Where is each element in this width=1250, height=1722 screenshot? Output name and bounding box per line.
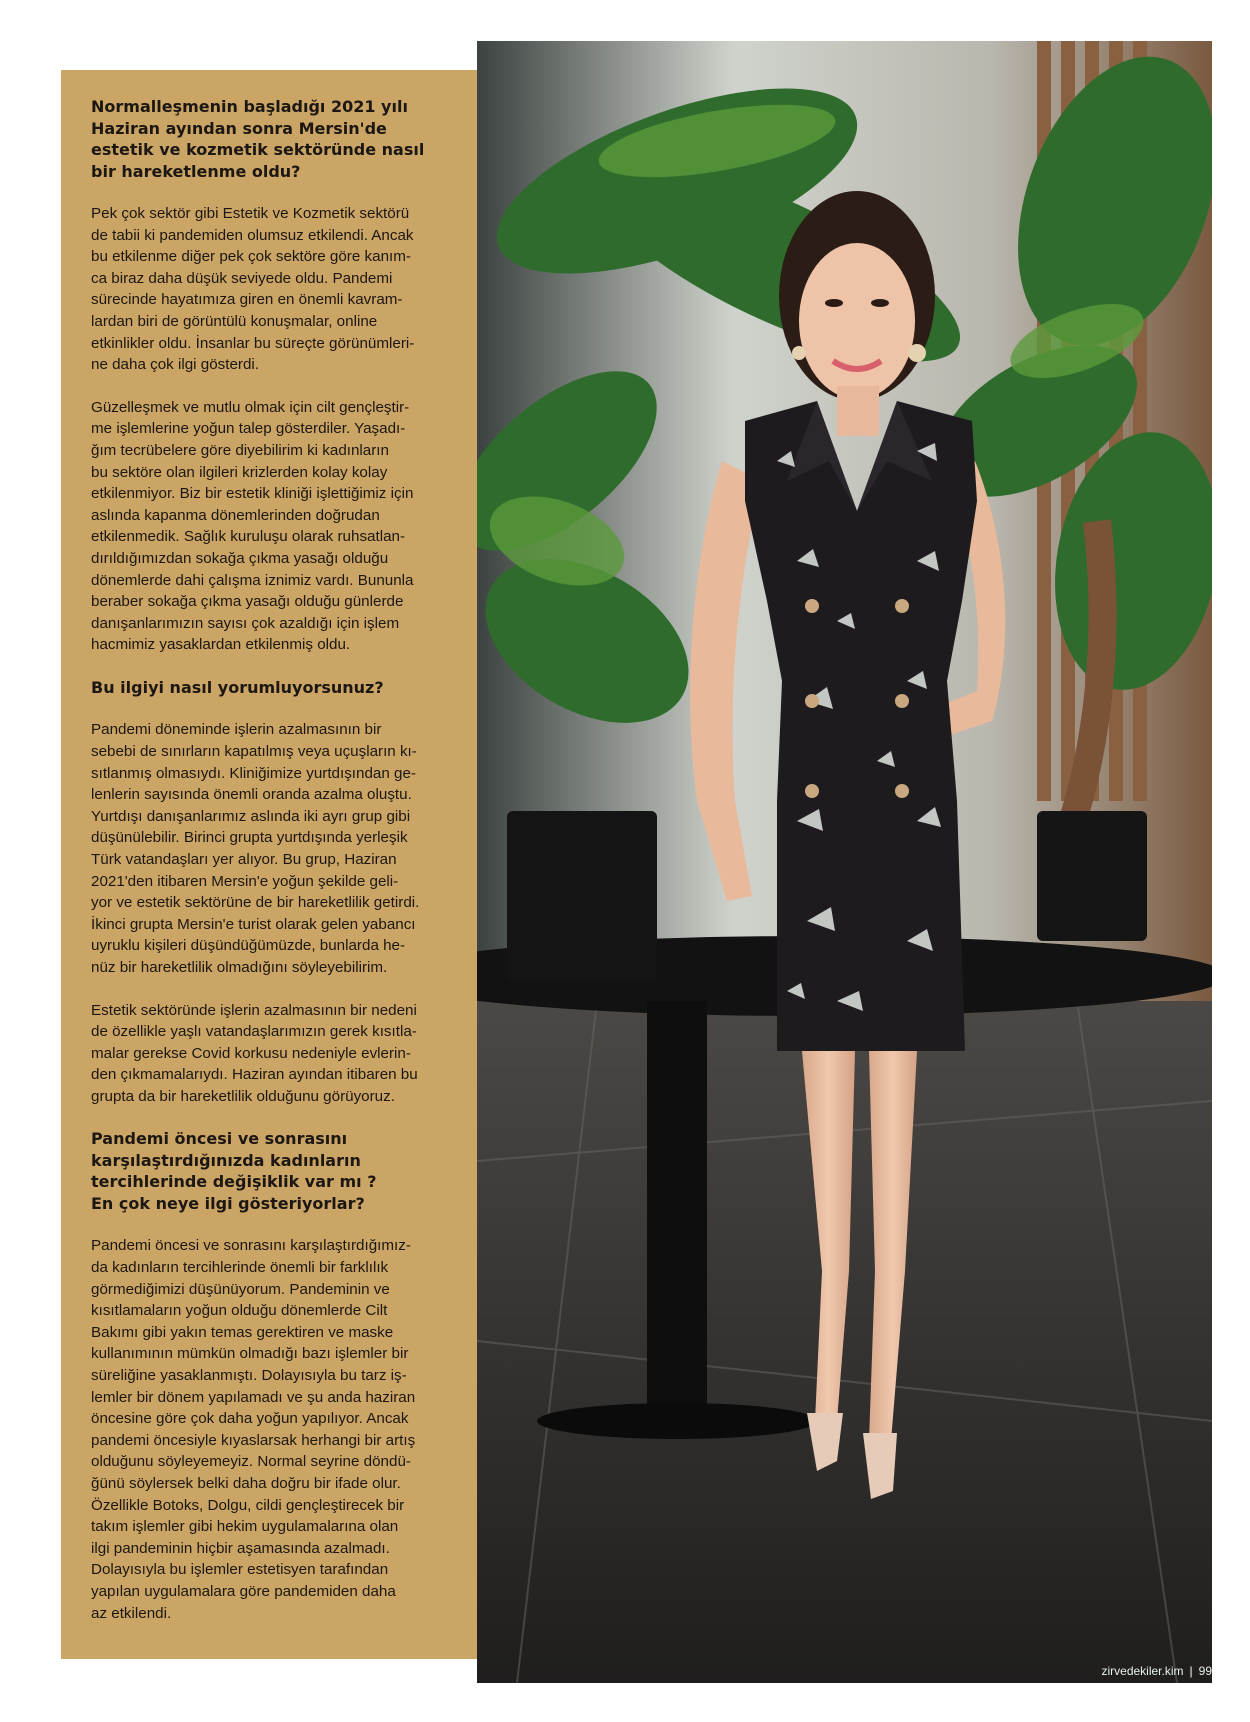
text-line: takım işlemler gibi hekim uygulamalarına olan [91, 1518, 399, 1536]
text-line: süreliğine yasaklanmıştı. Dolayısıyla bu tarz iş- [91, 1367, 407, 1385]
text-line: bu sektöre olan ilgileri krizlerden kolay kolay [91, 463, 388, 481]
text-line: Pandemi öncesi ve sonrasını karşılaştırdığımız- [91, 1237, 411, 1255]
text-line: de tabii ki pandemiden olumsuz etkilendi. Ancak [91, 226, 414, 244]
text-line: öncesine göre çok daha yoğun yapılıyor. Ancak [91, 1410, 409, 1428]
text-line: dırıldığımızdan sokağa çıkma yasağı olduğu [91, 549, 389, 567]
question-heading [91, 677, 459, 699]
answer-paragraph [91, 719, 459, 978]
portrait-photo [477, 41, 1212, 1683]
text-line: danışanlarımızın sayısı çok azaldığı için işlem [91, 614, 400, 632]
answer-paragraph [91, 1000, 459, 1108]
text-line: Türk vatandaşları yer alıyor. Bu grup, Haziran [91, 850, 397, 868]
text-line: uyruklu kişileri düşündüğümüzde, bunlarda he- [91, 937, 406, 955]
text-line: kısıtlamaların yoğun olduğu dönemlerde Cilt [91, 1302, 388, 1320]
text-line: Normalleşmenin başladığı 2021 yılı [91, 97, 408, 116]
text-line: ne daha çok ilgi gösterdi. [91, 356, 260, 374]
text-line: yapılan uygulamalara göre pandemiden daha [91, 1582, 396, 1600]
text-line: Haziran ayından sonra Mersin'de [91, 118, 387, 138]
text-line: Pandemi öncesi ve sonrasını [91, 1129, 348, 1149]
text-line: bu etkilenme diğer pek çok sektöre göre kanım- [91, 248, 411, 266]
article-text-column [61, 70, 477, 1659]
text-line: beraber sokağa çıkma yasağı olduğu günlerde [91, 593, 404, 611]
text-line: da kadınların tercihlerinde önemli bir farklılık [91, 1259, 389, 1277]
text-line: Yurtdışı danışanlarımız aslında iki ayrı grup gibi [91, 807, 411, 825]
text-line: den çıkmamalarıydı. Haziran ayından itibaren bu [91, 1066, 418, 1084]
footer-site-name: zirvedekiler.kim [1101, 1664, 1184, 1678]
answer-paragraph [91, 203, 459, 376]
text-line: Özellikle Botoks, Dolgu, cildi gençleştirecek bir [91, 1496, 405, 1514]
answer-paragraph [91, 1235, 459, 1624]
text-line: olduğunu söyleyemeyiz. Normal seyrine döndü- [91, 1453, 411, 1471]
text-line: hacmimiz yasaklardan etkilenmiş oldu. [91, 636, 351, 654]
text-line: 2021'den itibaren Mersin'e yoğun şekilde geli- [91, 872, 399, 890]
text-line: malar gerekse Covid korkusu nedeniyle evlerin- [91, 1044, 411, 1062]
text-line: ca biraz daha düşük seviyede oldu. Pandemi [91, 269, 393, 287]
text-line: etkilenmiyor. Biz bir estetik kliniği işlettiğimiz için [91, 485, 414, 503]
text-line: sürecinde hayatımıza giren en önemli kavram- [91, 291, 403, 309]
text-line: ğım tecrübelere göre diyebilirim ki kadınların [91, 441, 389, 459]
text-line: estetik ve kozmetik sektöründe nasıl [91, 140, 425, 159]
text-line: az etkilendi. [91, 1604, 172, 1622]
text-line: lenlerin sayısında önemli oranda azalma oluştu. [91, 786, 412, 804]
page-footer [1101, 1664, 1212, 1678]
text-line: lardan biri de görüntülü konuşmalar, online [91, 312, 378, 330]
page-number: 99 [1198, 1664, 1212, 1678]
text-line: tercihlerinde değişiklik var mı ? [91, 1172, 377, 1192]
text-line: Estetik sektöründe işlerin azalmasının bir nedeni [91, 1001, 417, 1019]
text-line: sebebi de sınırların kapatılmış veya uçuşların kı- [91, 742, 417, 760]
question-heading [91, 1128, 459, 1214]
text-line: karşılaştırdığınızda kadınların [91, 1150, 361, 1170]
text-line: Güzelleşmek ve mutlu olmak için cilt gençleştir- [91, 398, 410, 416]
text-line: me işlemlerine yoğun talep gösterdiler. Yaşadı- [91, 420, 406, 438]
text-line: Dolayısıyla bu işlemler estetisyen tarafından [91, 1561, 389, 1579]
text-line: bir hareketlenme oldu? [91, 161, 301, 181]
answer-paragraph [91, 397, 459, 656]
text-line: aslında kapanma dönemlerinden doğrudan [91, 506, 380, 524]
text-line: dönemlerde dahi çalışma iznimiz vardı. Bununla [91, 571, 414, 589]
question-heading [91, 96, 459, 182]
text-line: pandemi öncesiyle kıyaslarsak herhangi bir artış [91, 1431, 416, 1449]
text-line: görmediğimizi düşünüyorum. Pandeminin ve [91, 1280, 390, 1298]
footer-separator: | [1189, 1664, 1193, 1678]
text-line: Pandemi döneminde işlerin azalmasının bir [91, 721, 382, 739]
text-line: etkilenmedik. Sağlık kuruluşu olarak ruhsatlan- [91, 528, 406, 546]
text-line: ğünü söylersek belki daha doğru bir ifade olur. [91, 1475, 401, 1492]
text-line: yor ve estetik sektörüne de bir hareketlilik getirdi. [91, 894, 420, 912]
text-line: grupta da bir hareketlilik olduğunu görüyoruz. [91, 1087, 395, 1105]
text-line: lemler bir dönem yapılamadı ve şu anda haziran [91, 1388, 416, 1406]
text-line: etkinlikler oldu. İnsanlar bu süreçte görünümleri- [91, 334, 415, 352]
text-line: ilgi pandeminin hiçbir aşamasında azalmadı. [91, 1539, 390, 1557]
text-line: En çok neye ilgi gösteriyorlar? [91, 1193, 365, 1213]
text-line: düşünülebilir. Birinci grupta yurtdışında yerleşik [91, 829, 408, 847]
text-line: Bakımı gibi yakın temas gerektiren ve maske [91, 1323, 394, 1341]
text-line: Pek çok sektör gibi Estetik ve Kozmetik sektörü [91, 205, 410, 222]
woman-portrait-illustration [477, 41, 1212, 1683]
text-line: de özellikle yaşlı vatandaşlarımızın gerek kısıtla- [91, 1023, 417, 1041]
text-line: Bu ilgiyi nasıl yorumluyorsunuz? [91, 677, 384, 697]
text-line: kullanımının mümkün olmadığı bazı işlemler bir [91, 1345, 409, 1363]
text-line: İkinci grupta Mersin'e turist olarak gelen yabancı [91, 915, 416, 933]
text-line: nüz bir hareketlilik olmadığını söyleyebilirim. [91, 958, 388, 976]
text-line: sıtlanmış olmasıydı. Kliniğimize yurtdışından ge- [91, 764, 416, 782]
